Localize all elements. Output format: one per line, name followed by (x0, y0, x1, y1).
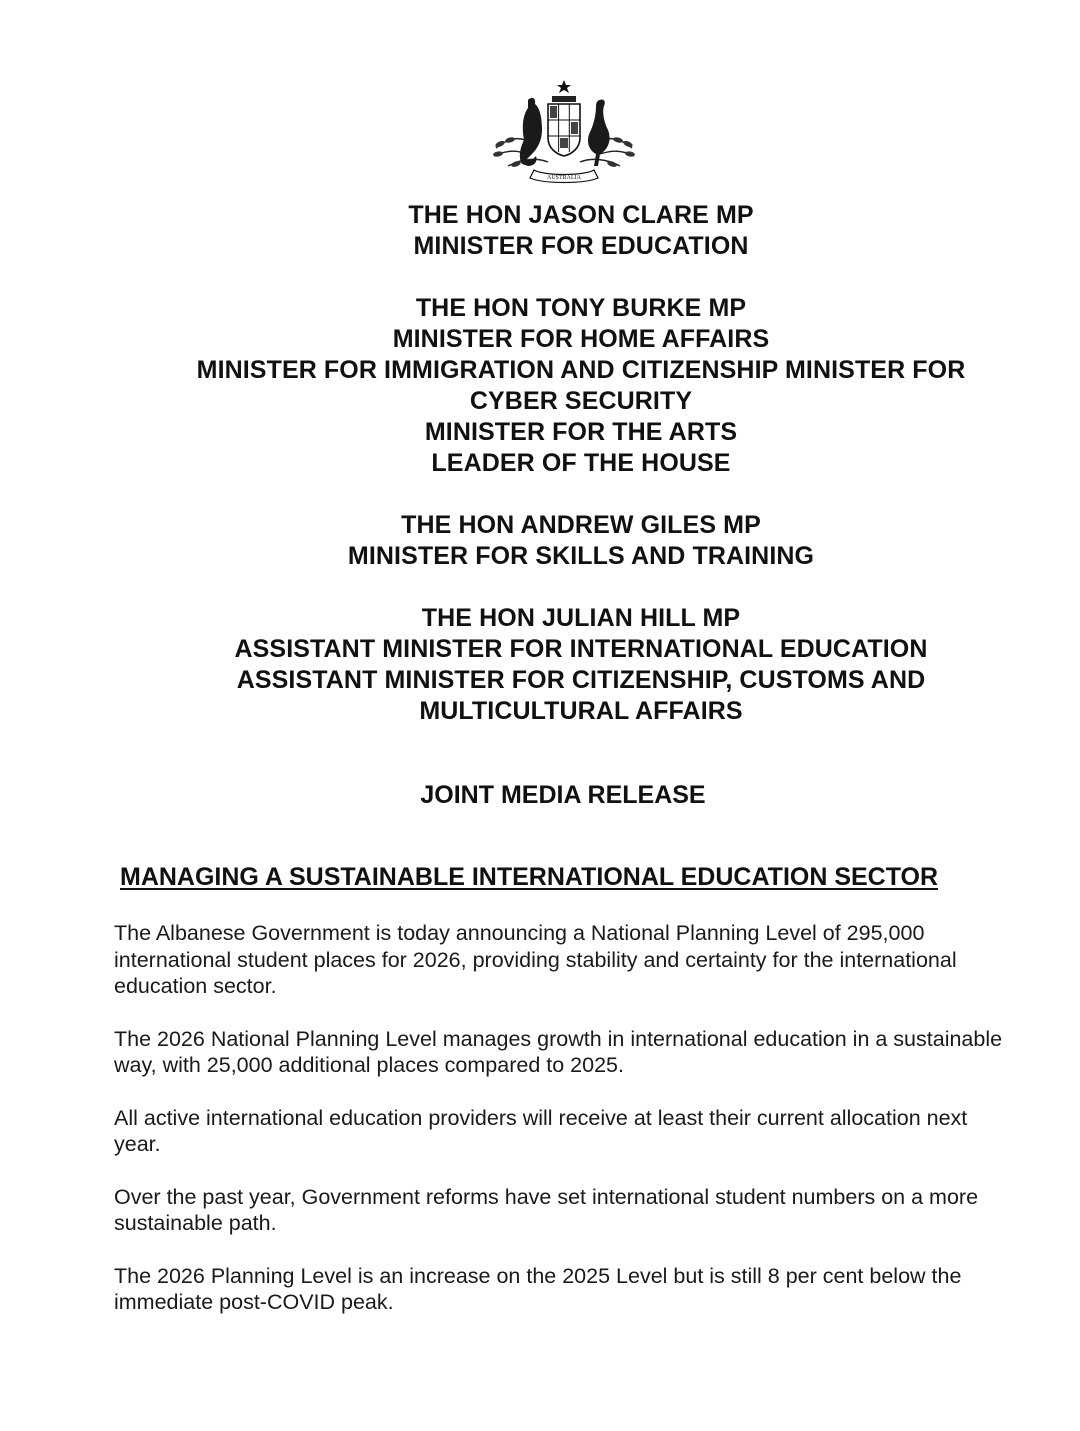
minister-portfolio: ASSISTANT MINISTER FOR CITIZENSHIP, CUSTOMS AND (236, 666, 926, 694)
minister-name: THE HON ANDREW GILES MP (401, 511, 761, 539)
minister-block-burke (100, 293, 1062, 479)
body-paragraph: The Albanese Government is today announcing a National Planning Level of 295,000 international student places for 2026, providing stability and certainty for the international education sector. (114, 921, 957, 998)
minister-portfolio: MINISTER FOR HOME AFFAIRS (392, 325, 770, 353)
minister-portfolio: CYBER SECURITY (469, 387, 693, 415)
australian-coat-of-arms-icon (488, 78, 640, 190)
minister-name: THE HON TONY BURKE MP (415, 294, 747, 322)
body-paragraph: The 2026 National Planning Level manages growth in international education in a sustainable way, with 25,000 additional places compared to 2025. (114, 1026, 1003, 1077)
minister-block-hill (100, 603, 1062, 727)
minister-portfolio: LEADER OF THE HOUSE (431, 449, 731, 477)
minister-portfolio: MINISTER FOR IMMIGRATION AND CITIZENSHIP MINISTER FOR (196, 356, 966, 384)
minister-portfolio: MINISTER FOR SKILLS AND TRAINING (347, 542, 815, 570)
minister-portfolio: MULTICULTURAL AFFAIRS (419, 697, 743, 725)
ministers-header (100, 200, 1062, 758)
body-paragraph: All active international education providers will receive at least their current allocation next year. (114, 1105, 968, 1156)
minister-portfolio: MINISTER FOR EDUCATION (413, 232, 749, 260)
crest-scroll-text: AUSTRALIA (547, 175, 581, 181)
body-paragraph: The 2026 Planning Level is an increase on the 2025 Level but is still 8 per cent below the immediate post-COVID peak. (114, 1263, 962, 1314)
minister-portfolio: MINISTER FOR THE ARTS (424, 418, 738, 446)
release-body (114, 920, 1004, 1342)
body-paragraph: Over the past year, Government reforms have set international student numbers on a more sustainable path. (114, 1184, 979, 1235)
release-headline: MANAGING A SUSTAINABLE INTERNATIONAL EDUCATION SECTOR (120, 863, 939, 891)
release-type: JOINT MEDIA RELEASE (420, 781, 706, 809)
minister-portfolio: ASSISTANT MINISTER FOR INTERNATIONAL EDUCATION (234, 635, 928, 663)
minister-block-giles (100, 510, 1062, 572)
minister-name: THE HON JASON CLARE MP (408, 201, 754, 229)
minister-block-clare (100, 200, 1062, 262)
minister-name: THE HON JULIAN HILL MP (421, 604, 741, 632)
